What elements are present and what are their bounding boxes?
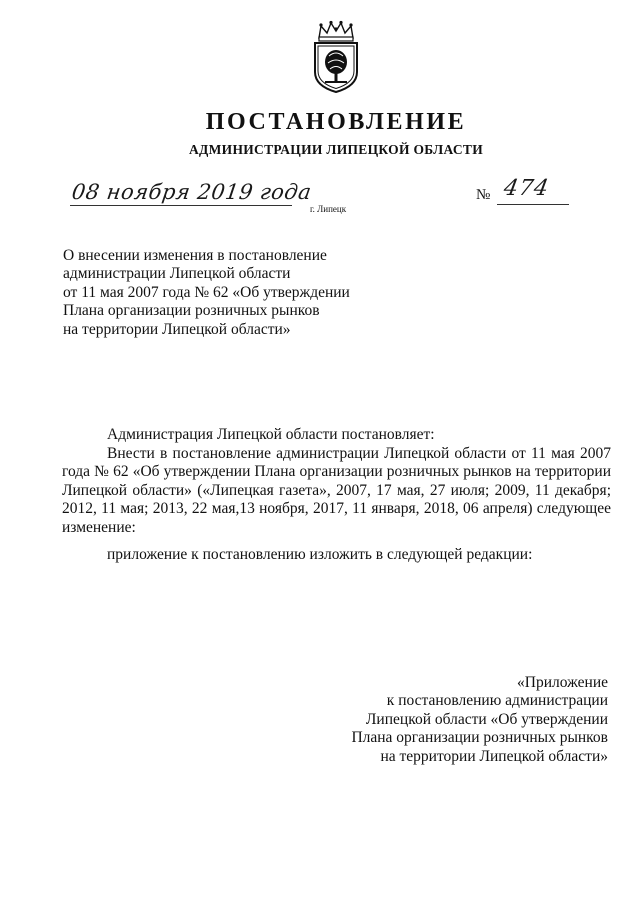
appendix-line: Плана организации розничных рынков (351, 729, 608, 747)
number-underline (497, 204, 569, 205)
city-label: г. Липецк (310, 204, 347, 214)
document-body (62, 426, 611, 564)
document-subject (63, 247, 383, 339)
coat-of-arms-icon (311, 20, 361, 94)
appendix-header (308, 674, 608, 766)
handwritten-number: 474 (501, 176, 552, 201)
body-instruction: приложение к постановлению изложить в следующей редакции: (107, 545, 533, 563)
appendix-line: «Приложение (517, 674, 608, 691)
subject-line: Плана организации розничных рынков (63, 302, 320, 320)
appendix-line: к постановлению администрации (386, 692, 608, 710)
appendix-line: Липецкой области «Об утверждении (365, 710, 608, 728)
document-subtitle: АДМИНИСТРАЦИИ ЛИПЕЦКОЙ ОБЛАСТИ (188, 142, 484, 157)
subject-line: О внесении изменения в постановление (63, 247, 327, 264)
appendix-line: на территории Липецкой области» (380, 747, 608, 765)
subject-line: на территории Липецкой области» (63, 320, 291, 338)
body-main-paragraph: Внести в постановление администрации Липецкой области от 11 мая 2007 года № 62 «Об утверждении Плана организации розничных рынков на территории Липецкой области» («Липецкая газета», 2007, 17 мая, 27 июля; 2009, 11 декабря; 2012, 11 мая; 2013, 22 мая,13 ноября, 2017, 11 января, 2018, 06 апреля) следующее изменение: (62, 444, 611, 536)
subject-line: от 11 мая 2007 года № 62 «Об утверждении (63, 283, 350, 301)
date-underline (70, 205, 292, 206)
document-title: ПОСТАНОВЛЕНИЕ (205, 109, 467, 135)
body-intro: Администрация Липецкой области постановляет: (107, 426, 435, 443)
number-sign: № (476, 187, 491, 203)
subject-line: администрации Липецкой области (63, 265, 291, 283)
handwritten-date: 08 ноября 2019 года (70, 180, 314, 204)
